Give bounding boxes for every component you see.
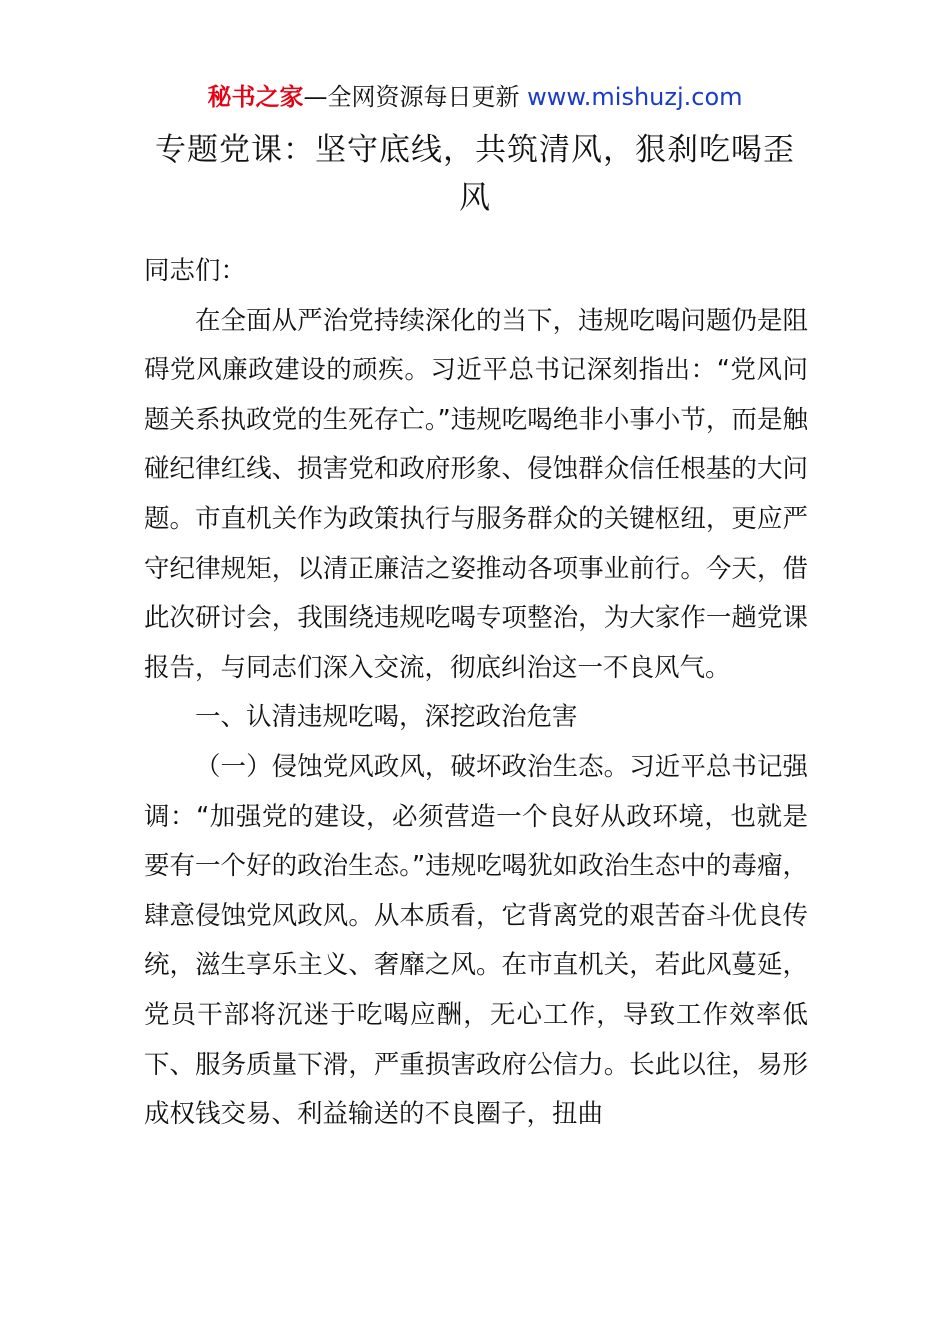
paragraph-subsection-1: （一）侵蚀党风政风，破坏政治生态。习近平总书记强调：“加强党的建设，必须营造一个良好从政环境，也就是要有一个好的政治生态。”违规吃喝犹如政治生态中的毒瘤，肆意侵蚀党风政风。从本质看，它背离党的艰苦奋斗优良传统，滋生享乐主义、奢靡之风。在市直机关，若此风蔓延，党员干部将沉迷于吃喝应酬，无心工作，导致工作效率低下、服务质量下滑，严重损害政府公信力。长此以往，易形成权钱交易、利益输送的不良圈子，扭曲 [144, 751, 808, 1130]
paragraph-intro: 在全面从严治党持续深化的当下，违规吃喝问题仍是阻碍党风廉政建设的顽疾。习近平总书记深刻指出：“党风问题关系执政党的生死存亡。”违规吃喝绝非小事小节，而是触碰纪律红线、损害党和政府形象、侵蚀群众信任根基的大问题。市直机关作为政策执行与服务群众的关键枢纽，更应严守纪律规矩，以清正廉洁之姿推动各项事业前行。今天，借此次研讨会，我围绕违规吃喝专项整治，为大家作一趟党课报告，与同志们深入交流，彻底纠治这一不良风气。 [144, 305, 808, 683]
site-slogan: —全网资源每日更新 [303, 83, 528, 111]
document-body [144, 247, 808, 1140]
section-heading-1: 一、认清违规吃喝，深挖政治危害 [195, 702, 578, 733]
site-header [0, 80, 950, 114]
greeting: 同志们： [144, 256, 247, 286]
site-brand: 秘书之家 [207, 83, 304, 111]
document-title: 专题党课：坚守底线，共筑清风，狠刹吃喝歪风 [155, 132, 795, 216]
site-url[interactable]: www.mishuzj.com [527, 83, 743, 111]
